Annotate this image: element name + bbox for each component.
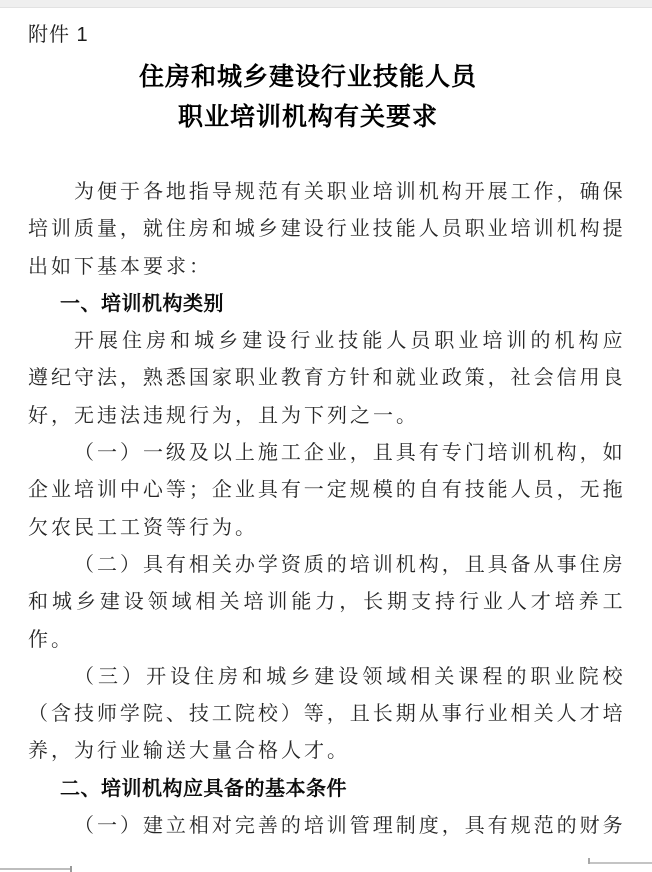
viewport-top-edge xyxy=(0,0,652,8)
paragraph-line: 培训质量，就住房和城乡建设行业技能人员职业培训机构提 xyxy=(28,218,625,241)
margin-crop-mark-right xyxy=(588,862,652,864)
paragraph-line: 好，无违法违规行为，且为下列之一。 xyxy=(28,404,419,427)
document-body xyxy=(28,174,625,845)
title-line-2: 职业培训机构有关要求 xyxy=(177,104,438,131)
paragraph-line: 欠农民工工资等行为。 xyxy=(28,516,258,539)
margin-crop-mark-left xyxy=(0,868,72,870)
paragraph-line: 为便于各地指导规范有关职业培训机构开展工作，确保 xyxy=(74,181,625,203)
section-heading: 一、培训机构类别 xyxy=(60,292,224,315)
paragraph-line: 遵纪守法，熟悉国家职业教育方针和就业政策，社会信用良 xyxy=(28,367,625,390)
section-heading: 二、培训机构应具备的基本条件 xyxy=(60,777,347,800)
paragraph-line: （二）具有相关办学资质的培训机构，且具备从事住房 xyxy=(74,553,625,576)
paragraph-line: 和城乡建设领域相关培训能力，长期支持行业人才培养工 xyxy=(28,591,625,614)
paragraph-line: 开展住房和城乡建设行业技能人员职业培训的机构应 xyxy=(74,330,625,353)
document-title xyxy=(28,58,588,138)
paragraph-line: 出如下基本要求： xyxy=(28,255,212,278)
title-line-1: 住房和城乡建设行业技能人员 xyxy=(138,64,477,91)
paragraph-line: 养，为行业输送大量合格人才。 xyxy=(28,740,350,763)
paragraph-line: （三）开设住房和城乡建设领域相关课程的职业院校 xyxy=(74,665,625,688)
paragraph-line: 企业培训中心等；企业具有一定规模的自有技能人员，无拖 xyxy=(28,479,625,502)
paragraph-line: （一）一级及以上施工企业，且具有专门培训机构，如 xyxy=(74,442,625,465)
paragraph-line: （一）建立相对完善的培训管理制度，具有规范的财务 xyxy=(74,815,625,838)
paragraph-line: 作。 xyxy=(28,628,74,651)
attachment-label: 附件 1 xyxy=(28,24,89,46)
paragraph-line: （含技师学院、技工院校）等，且长期从事行业相关人才培 xyxy=(28,703,625,726)
